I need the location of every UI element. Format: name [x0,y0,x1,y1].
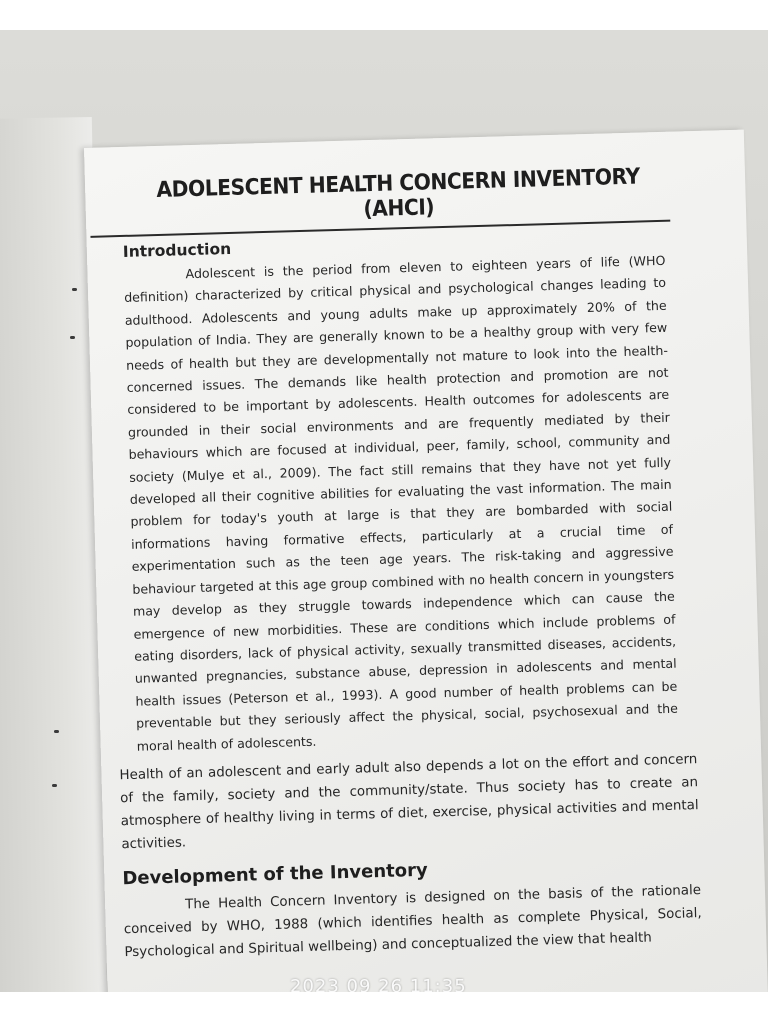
margin-mark [72,288,77,291]
section-heading-development: Development of the Inventory [122,859,428,890]
margin-mark [54,730,59,733]
margin-mark [70,336,75,339]
development-paragraph-1: The Health Concern Inventory is designed on the basis of the rationale conceived by WHO, 1988 (which identifies health as complete Physical, Social, Psychological and Spiritual wellbeing) and conceptualized the view that health [123,883,702,961]
margin-mark [52,784,57,787]
document-page [84,130,768,992]
section-heading-introduction: Introduction [122,239,232,261]
page-content [103,164,702,970]
document-title: ADOLESCENT HEALTH CONCERN INVENTORY (AHCI) [156,164,641,223]
photo-timestamp: 2023 09 26 11:35 [290,976,467,992]
introduction-paragraph-1: Adolescent is the period from eleven to eighteen years of life (WHO definition) characterized by critical physical and psychological changes leading to adulthood. Adolescents and young adults make up approximately 20% of the population of India. They are generally known to be a healthy group with very few needs of health but they are developmentally not mature to look into the health-concerned issues. The demands like health protection and promotion are not considered to be important by adolescents. Health outcomes for adolescents are grounded in their social environments and are frequently mediated by their behaviours which are focused at individual, peer, family, school, community and society (Mulye et al., 2009). The fact still remains that they have not yet fully developed all their cognitive abilities for evaluating the vast information. The main problem for today's youth at large is that they are bombarded with social informations having formative effects, particularly at a crucial time of experimentation such as the teen age years. The risk-taking and aggressive behaviour targeted at this age group combined with no health concern in youngsters may develop as they struggle towards independence which can cause the emergence of new morbidities. These are conditions which include problems of eating disorders, lack of physical activity, sexually transmitted diseases, accidents, unwanted pregnancies, substance abuse, depression in adolescents and mental health issues (Peterson et al., 1993). A good number of health problems can be preventable but they seriously affect the physical, social, psychosexual and the moral health of adolescents. [123,252,679,754]
photo-background [0,30,768,992]
introduction-paragraph-2: Health of an adolescent and early adult also depends a lot on the effort and concern of the family, society and the community/state. Thus society has to create an atmosphere of healthy living in terms of diet, exercise, physical activities and mental activities. [119,752,699,853]
